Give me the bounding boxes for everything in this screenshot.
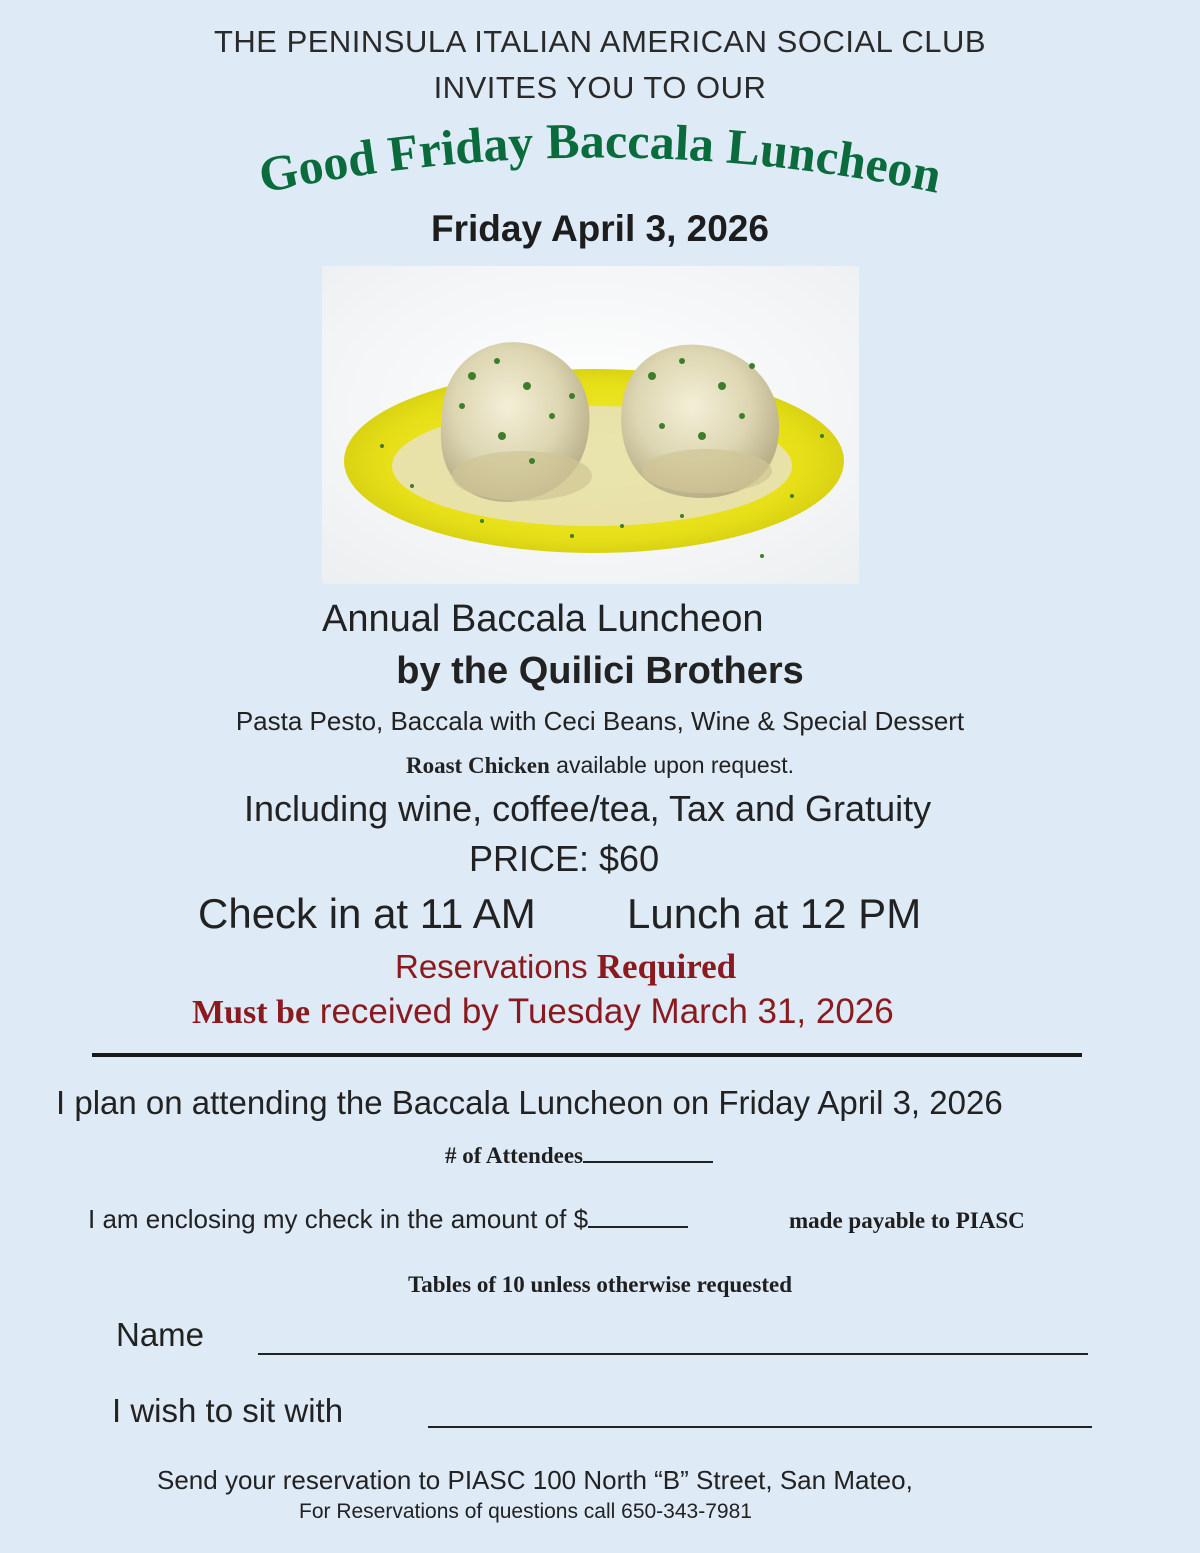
required-word: Required <box>596 947 737 986</box>
check-label: I am enclosing my check in the amount of $ <box>88 1204 589 1234</box>
check-row <box>88 1204 688 1235</box>
event-title: Good Friday Baccala Luncheon <box>254 120 947 204</box>
send-address: Send your reservation to PIASC 100 North “B” Street, San Mateo, <box>157 1465 913 1495</box>
reservations-word: Reservations <box>395 948 588 985</box>
received-by: received by Tuesday March 31, 2026 <box>319 992 894 1031</box>
including-line: Including wine, coffee/tea, Tax and Gratuity <box>244 788 932 829</box>
attendees-field[interactable] <box>583 1161 713 1163</box>
baccala-photo <box>322 266 859 584</box>
tables-note: Tables of 10 unless otherwise requested <box>408 1272 792 1297</box>
event-date: Friday April 3, 2026 <box>431 208 769 249</box>
roast-chicken: Roast Chicken <box>406 753 550 778</box>
menu-items: Pasta Pesto, Baccala with Ceci Beans, Wine & Special Dessert <box>235 706 965 736</box>
roast-chicken-rest: available upon request. <box>556 752 794 778</box>
svg-text:Good Friday Baccala Luncheon <box>254 120 946 204</box>
lunch-time: Lunch at 12 PM <box>627 890 922 937</box>
attendees-row <box>445 1142 713 1169</box>
club-name-line1: THE PENINSULA ITALIAN AMERICAN SOCIAL CLUB <box>213 24 987 59</box>
payable-to: made payable to PIASC <box>789 1208 1025 1233</box>
annual-luncheon: Annual Baccala Luncheon <box>322 598 764 640</box>
check-amount-field[interactable] <box>588 1226 688 1228</box>
attending-statement: I plan on attending the Baccala Luncheon on Friday April 3, 2026 <box>56 1084 1003 1121</box>
name-field[interactable] <box>258 1353 1088 1355</box>
price: PRICE: $60 <box>469 838 660 879</box>
must-be: Must be <box>192 994 311 1031</box>
name-label: Name <box>116 1316 205 1353</box>
sit-with-label: I wish to sit with <box>112 1392 344 1429</box>
deadline-line <box>192 992 894 1032</box>
sit-with-field[interactable] <box>428 1426 1092 1428</box>
by-quilici-brothers: by the Quilici Brothers <box>396 650 804 692</box>
club-name-line2: INVITES YOU TO OUR <box>433 70 767 105</box>
roast-chicken-note <box>0 752 1200 779</box>
attendees-label: # of Attendees <box>445 1143 583 1168</box>
divider <box>92 1053 1082 1057</box>
checkin-time: Check in at 11 AM <box>198 890 536 937</box>
reservation-phone: For Reservations of questions call 650-343-7981 <box>299 1500 752 1523</box>
reservations-required <box>395 947 736 987</box>
